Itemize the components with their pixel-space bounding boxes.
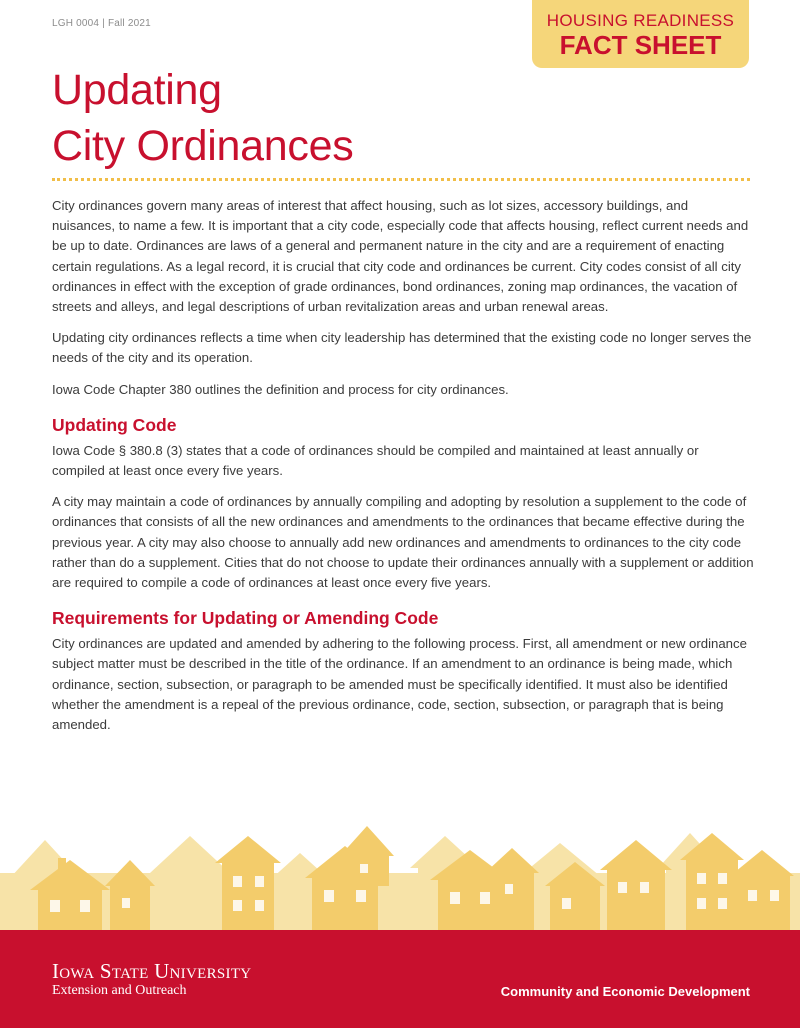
- houses-skyline-illustration: [0, 818, 800, 933]
- section-heading-requirements: Requirements for Updating or Amending Code: [52, 608, 439, 629]
- page-title-line1: Updating: [52, 66, 222, 114]
- page-title: [52, 62, 353, 174]
- requirements-paragraph-1: City ordinances are updated and amended by adhering to the following process. First, all amendment or new ordinance subject matter must be described in the title of the ordinance. If an amendment to an ordinance is being made, which ordinance, section, subsection, or paragraph to be amended must be specifically identified. It must also be identified whether the amendment is a repeal of the previous ordinance, code, section, subsection, or paragraph that is being amended.: [52, 636, 747, 733]
- updating-paragraph-2: A city may maintain a code of ordinances by annually compiling and adopting by resolution a supplement to the code of ordinances that consists of all the new ordinances and amendments to the ordinances that became effective during the previous year. A city may also choose to annually add new ordinances and amendments to ordinances to the city code rather than do a supplement. Cities that do not choose to update their ordinances annually with a supplement or addition are required to compile a code of ordinances at least once every five years.: [52, 494, 754, 591]
- university-wordmark: Iowa State University: [52, 959, 252, 983]
- footer-bar: [0, 930, 800, 1028]
- document-code: LGH 0004 | Fall 2021: [52, 18, 151, 29]
- university-unit: Extension and Outreach: [52, 983, 187, 998]
- section-heading-updating-code: Updating Code: [52, 414, 177, 435]
- intro-paragraph-1: City ordinances govern many areas of interest that affect housing, such as lot sizes, accessory buildings, and nuisances, to name a few. It is important that a city code, especially code that affects housing, reflect current needs and be up to date. Ordinances are laws of a general and permanent nature in the city and are a requirement of enacting certain regulations. As a legal record, it is crucial that city code and ordinances be current. City codes consist of all city ordinances in effect with the exception of grade ordinances, bond ordinances, zoning map ordinances, the vacation of streets and alleys, and legal descriptions of urban revitalization areas and urban renewal areas.: [52, 198, 749, 315]
- page-title-line2: City Ordinances: [52, 122, 354, 170]
- badge-title: FACT SHEET: [559, 30, 722, 60]
- department-name: Community and Economic Development: [500, 984, 750, 999]
- intro-paragraph-2: Updating city ordinances reflects a time when city leadership has determined that the existing code no longer serves the needs of the city and its operation.: [52, 330, 752, 366]
- intro-paragraph-3: Iowa Code Chapter 380 outlines the definition and process for city ordinances.: [52, 381, 509, 397]
- badge-subtitle: HOUSING READINESS: [546, 11, 735, 30]
- fact-sheet-badge: [532, 0, 749, 68]
- updating-paragraph-1: Iowa Code § 380.8 (3) states that a code of ordinances should be compiled and maintained at least annually or compiled at least once every five years.: [52, 442, 699, 479]
- body-text: [52, 196, 754, 746]
- dotted-divider: [52, 178, 750, 181]
